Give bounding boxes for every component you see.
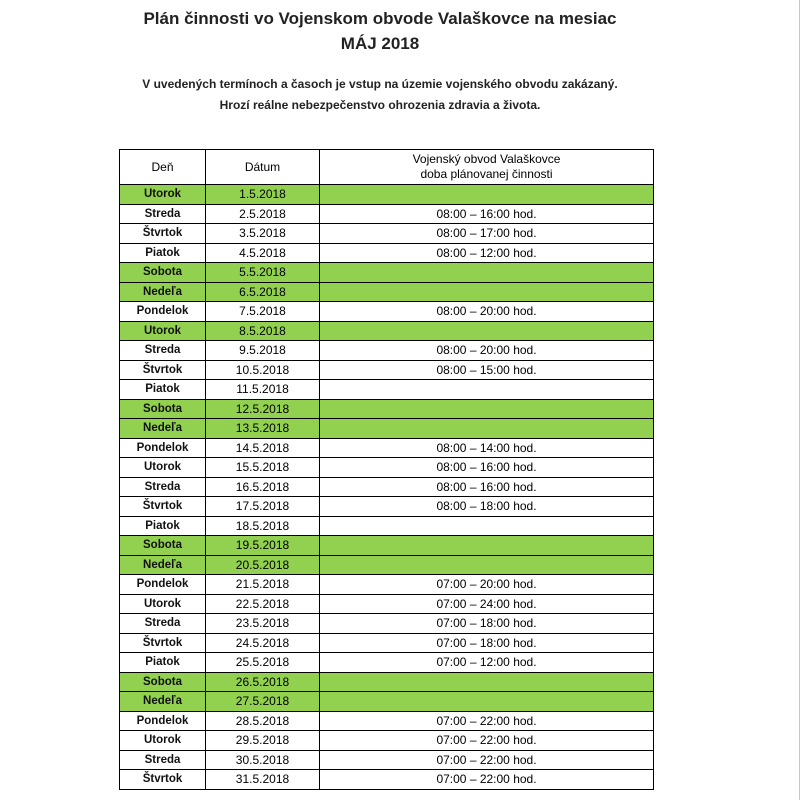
table-row xyxy=(120,263,654,283)
table-row xyxy=(120,711,654,731)
notice-line-2: Hrozí reálne nebezpečenstvo ohrozenia zdravia a života. xyxy=(219,98,541,112)
header-activity xyxy=(320,150,654,185)
table-body xyxy=(120,185,654,790)
cell-date: 23.5.2018 xyxy=(206,614,320,634)
cell-day: Sobota xyxy=(120,399,206,419)
cell-date: 2.5.2018 xyxy=(206,204,320,224)
cell-date: 28.5.2018 xyxy=(206,711,320,731)
table-row xyxy=(120,185,654,205)
cell-day: Streda xyxy=(120,750,206,770)
cell-time xyxy=(320,536,654,556)
cell-date: 3.5.2018 xyxy=(206,224,320,244)
cell-day: Utorok xyxy=(120,731,206,751)
cell-date: 22.5.2018 xyxy=(206,594,320,614)
cell-time: 07:00 – 18:00 hod. xyxy=(320,614,654,634)
cell-day: Sobota xyxy=(120,263,206,283)
cell-day: Sobota xyxy=(120,536,206,556)
cell-date: 30.5.2018 xyxy=(206,750,320,770)
cell-day: Streda xyxy=(120,614,206,634)
table-row xyxy=(120,477,654,497)
cell-day: Piatok xyxy=(120,243,206,263)
cell-time: 07:00 – 22:00 hod. xyxy=(320,750,654,770)
cell-day: Sobota xyxy=(120,672,206,692)
table-row xyxy=(120,672,654,692)
cell-date: 11.5.2018 xyxy=(206,380,320,400)
cell-day: Utorok xyxy=(120,458,206,478)
cell-time: 08:00 – 18:00 hod. xyxy=(320,497,654,517)
table-row xyxy=(120,731,654,751)
table-row xyxy=(120,282,654,302)
table-row xyxy=(120,341,654,361)
cell-day: Streda xyxy=(120,204,206,224)
cell-date: 24.5.2018 xyxy=(206,633,320,653)
schedule-table xyxy=(119,149,654,790)
notice-line-1: V uvedených termínoch a časoch je vstup na územie vojenského obvodu zakázaný. xyxy=(142,77,618,91)
cell-date: 25.5.2018 xyxy=(206,653,320,673)
cell-time xyxy=(320,419,654,439)
cell-time xyxy=(320,380,654,400)
cell-date: 5.5.2018 xyxy=(206,263,320,283)
table-row xyxy=(120,458,654,478)
cell-time: 08:00 – 12:00 hod. xyxy=(320,243,654,263)
cell-date: 18.5.2018 xyxy=(206,516,320,536)
cell-day: Štvrtok xyxy=(120,360,206,380)
cell-date: 17.5.2018 xyxy=(206,497,320,517)
cell-date: 8.5.2018 xyxy=(206,321,320,341)
table-row xyxy=(120,302,654,322)
table-row xyxy=(120,399,654,419)
cell-date: 20.5.2018 xyxy=(206,555,320,575)
cell-day: Pondelok xyxy=(120,302,206,322)
cell-time: 08:00 – 16:00 hod. xyxy=(320,458,654,478)
cell-day: Utorok xyxy=(120,321,206,341)
cell-day: Streda xyxy=(120,477,206,497)
cell-date: 14.5.2018 xyxy=(206,438,320,458)
header-day: Deň xyxy=(120,150,206,185)
cell-day: Piatok xyxy=(120,380,206,400)
table-row xyxy=(120,692,654,712)
cell-day: Nedeľa xyxy=(120,282,206,302)
cell-time: 08:00 – 16:00 hod. xyxy=(320,204,654,224)
table-row xyxy=(120,419,654,439)
table-row xyxy=(120,750,654,770)
cell-time: 08:00 – 15:00 hod. xyxy=(320,360,654,380)
table-row xyxy=(120,516,654,536)
cell-day: Utorok xyxy=(120,185,206,205)
cell-date: 10.5.2018 xyxy=(206,360,320,380)
table-row xyxy=(120,224,654,244)
cell-day: Štvrtok xyxy=(120,497,206,517)
table-row xyxy=(120,536,654,556)
cell-date: 26.5.2018 xyxy=(206,672,320,692)
cell-time: 07:00 – 20:00 hod. xyxy=(320,575,654,595)
cell-day: Pondelok xyxy=(120,711,206,731)
cell-date: 1.5.2018 xyxy=(206,185,320,205)
table-row xyxy=(120,633,654,653)
table-row xyxy=(120,555,654,575)
table-row xyxy=(120,594,654,614)
cell-time: 07:00 – 24:00 hod. xyxy=(320,594,654,614)
page-title: Plán činnosti vo Vojenskom obvode Valaškovce na mesiac xyxy=(143,9,617,28)
table-row xyxy=(120,204,654,224)
cell-time xyxy=(320,399,654,419)
page-subtitle-month: MÁJ 2018 xyxy=(340,34,420,53)
cell-time: 08:00 – 20:00 hod. xyxy=(320,302,654,322)
cell-day: Štvrtok xyxy=(120,224,206,244)
table-row xyxy=(120,497,654,517)
cell-time: 07:00 – 22:00 hod. xyxy=(320,770,654,790)
cell-day: Štvrtok xyxy=(120,633,206,653)
cell-time: 07:00 – 12:00 hod. xyxy=(320,653,654,673)
cell-time: 07:00 – 18:00 hod. xyxy=(320,633,654,653)
header-activity-line-1: Vojenský obvod Valaškovce xyxy=(412,152,561,166)
cell-time: 07:00 – 22:00 hod. xyxy=(320,711,654,731)
table-row xyxy=(120,360,654,380)
cell-day: Štvrtok xyxy=(120,770,206,790)
cell-date: 16.5.2018 xyxy=(206,477,320,497)
cell-date: 31.5.2018 xyxy=(206,770,320,790)
table-row xyxy=(120,770,654,790)
cell-day: Nedeľa xyxy=(120,419,206,439)
header-activity-line-2: doba plánovanej činnosti xyxy=(420,167,553,181)
table-row xyxy=(120,380,654,400)
cell-time: 08:00 – 20:00 hod. xyxy=(320,341,654,361)
header-date: Dátum xyxy=(206,150,320,185)
cell-time xyxy=(320,672,654,692)
table-row xyxy=(120,243,654,263)
cell-time: 07:00 – 22:00 hod. xyxy=(320,731,654,751)
cell-time xyxy=(320,282,654,302)
table-row xyxy=(120,438,654,458)
cell-day: Piatok xyxy=(120,653,206,673)
cell-time: 08:00 – 14:00 hod. xyxy=(320,438,654,458)
cell-time xyxy=(320,185,654,205)
table-row xyxy=(120,653,654,673)
cell-date: 29.5.2018 xyxy=(206,731,320,751)
cell-day: Streda xyxy=(120,341,206,361)
cell-date: 15.5.2018 xyxy=(206,458,320,478)
cell-time xyxy=(320,516,654,536)
cell-time: 08:00 – 16:00 hod. xyxy=(320,477,654,497)
cell-date: 13.5.2018 xyxy=(206,419,320,439)
cell-date: 21.5.2018 xyxy=(206,575,320,595)
cell-day: Pondelok xyxy=(120,575,206,595)
table-row xyxy=(120,575,654,595)
cell-time xyxy=(320,692,654,712)
cell-date: 19.5.2018 xyxy=(206,536,320,556)
cell-date: 9.5.2018 xyxy=(206,341,320,361)
cell-time xyxy=(320,321,654,341)
cell-date: 4.5.2018 xyxy=(206,243,320,263)
cell-date: 6.5.2018 xyxy=(206,282,320,302)
cell-date: 12.5.2018 xyxy=(206,399,320,419)
cell-date: 7.5.2018 xyxy=(206,302,320,322)
cell-time xyxy=(320,555,654,575)
cell-day: Pondelok xyxy=(120,438,206,458)
cell-day: Piatok xyxy=(120,516,206,536)
table-row xyxy=(120,321,654,341)
table-row xyxy=(120,614,654,634)
cell-time: 08:00 – 17:00 hod. xyxy=(320,224,654,244)
cell-time xyxy=(320,263,654,283)
cell-day: Nedeľa xyxy=(120,555,206,575)
cell-date: 27.5.2018 xyxy=(206,692,320,712)
cell-day: Utorok xyxy=(120,594,206,614)
cell-day: Nedeľa xyxy=(120,692,206,712)
table-header-row xyxy=(120,150,654,185)
